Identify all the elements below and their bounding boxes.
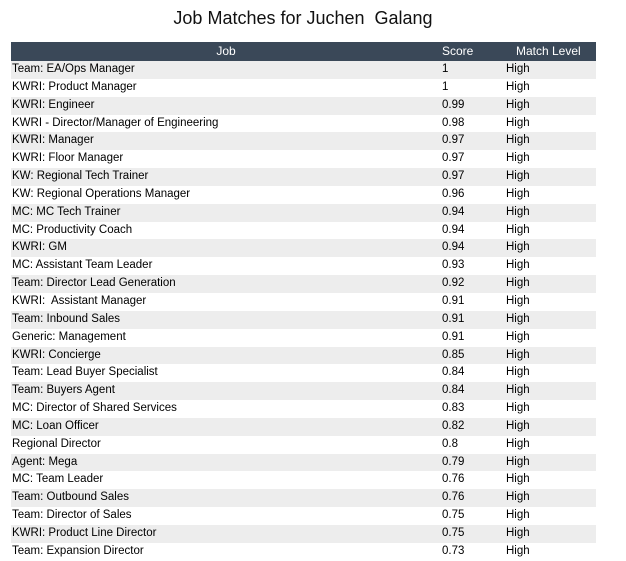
job-cell: KWRI: Concierge [12, 348, 101, 361]
match-level-cell: High [506, 241, 530, 254]
job-cell: MC: MC Tech Trainer [12, 205, 121, 218]
score-cell: 0.97 [442, 134, 465, 147]
table-row [11, 471, 596, 489]
table-row [11, 489, 596, 507]
score-cell: 0.96 [442, 187, 465, 200]
job-cell: MC: Loan Officer [12, 419, 99, 432]
score-cell: 0.91 [442, 294, 465, 307]
table-row [11, 222, 596, 240]
table-header-row [11, 42, 596, 61]
match-level-cell: High [506, 366, 530, 379]
match-level-cell: High [506, 98, 530, 111]
table-row [11, 507, 596, 525]
table-row [11, 97, 596, 115]
match-level-cell: High [506, 223, 530, 236]
score-cell: 0.99 [442, 98, 465, 111]
job-cell: Agent: Mega [12, 455, 78, 468]
job-cell: KWRI: Floor Manager [12, 152, 124, 165]
table-row [11, 79, 596, 97]
match-level-cell: High [506, 419, 530, 432]
match-level-cell: High [506, 384, 530, 397]
table-row [11, 400, 596, 418]
job-cell: Team: EA/Ops Manager [12, 63, 135, 75]
match-level-cell: High [506, 526, 530, 539]
match-level-cell: High [506, 187, 530, 200]
job-cell: KWRI - Director/Manager of Engineering [12, 116, 219, 129]
score-cell: 0.76 [442, 473, 465, 486]
match-level-cell: High [506, 330, 530, 343]
match-level-cell: High [506, 277, 530, 290]
column-header-job: Job [216, 44, 236, 58]
score-cell: 0.92 [442, 277, 465, 290]
column-header-match-level: Match Level [516, 44, 581, 58]
table-row [11, 364, 596, 382]
table-row [11, 257, 596, 275]
score-cell: 0.75 [442, 526, 465, 539]
table-body [11, 61, 596, 561]
table-row [11, 454, 596, 472]
table-row [11, 382, 596, 400]
match-level-cell: High [506, 544, 530, 557]
job-cell: Team: Inbound Sales [12, 312, 121, 325]
score-cell: 0.75 [442, 509, 465, 522]
table-row [11, 436, 596, 454]
score-cell: 0.73 [442, 544, 465, 557]
score-cell: 0.8 [442, 437, 458, 450]
score-cell: 0.91 [442, 312, 465, 325]
job-cell: Team: Lead Buyer Specialist [12, 366, 158, 379]
score-cell: 0.83 [442, 402, 465, 415]
match-level-cell: High [506, 134, 530, 147]
job-cell: KW: Regional Tech Trainer [12, 170, 149, 183]
job-cell: KWRI: Product Line Director [12, 526, 157, 539]
job-cell: KWRI: GM [12, 241, 67, 254]
job-cell: MC: Productivity Coach [12, 223, 133, 236]
job-cell: Team: Expansion Director [12, 544, 144, 557]
score-cell: 1 [442, 63, 449, 75]
match-level-cell: High [506, 473, 530, 486]
score-cell: 0.97 [442, 170, 465, 183]
match-level-cell: High [506, 205, 530, 218]
match-level-cell: High [506, 152, 530, 165]
match-level-cell: High [506, 80, 530, 93]
table-row [11, 115, 596, 133]
score-cell: 0.93 [442, 259, 465, 272]
score-cell: 0.82 [442, 419, 465, 432]
match-level-cell: High [506, 116, 530, 129]
match-level-cell: High [506, 491, 530, 504]
match-level-cell: High [506, 402, 530, 415]
score-cell: 0.94 [442, 241, 465, 254]
page-title: Job Matches for Juchen Galang [173, 8, 433, 28]
score-cell: 0.84 [442, 366, 465, 379]
score-cell: 0.94 [442, 205, 465, 218]
job-cell: Generic: Management [12, 330, 126, 343]
score-cell: 0.76 [442, 491, 465, 504]
match-level-cell: High [506, 259, 530, 272]
job-cell: KW: Regional Operations Manager [12, 187, 191, 200]
score-cell: 0.79 [442, 455, 465, 468]
column-header-score: Score [442, 44, 474, 58]
job-cell: KWRI: Manager [12, 134, 94, 147]
table-row [11, 525, 596, 543]
match-level-cell: High [506, 455, 530, 468]
job-cell: Team: Director of Sales [12, 509, 132, 522]
match-level-cell: High [506, 170, 530, 183]
job-cell: MC: Assistant Team Leader [12, 259, 153, 272]
table-row [11, 347, 596, 365]
score-cell: 0.97 [442, 152, 465, 165]
table-row [11, 186, 596, 204]
score-cell: 0.85 [442, 348, 465, 361]
job-cell: MC: Team Leader [12, 473, 104, 486]
table-row [11, 132, 596, 150]
job-matches-table [11, 42, 596, 561]
score-cell: 0.84 [442, 384, 465, 397]
table-row [11, 239, 596, 257]
score-cell: 0.91 [442, 330, 465, 343]
table-row [11, 311, 596, 329]
match-level-cell: High [506, 312, 530, 325]
match-level-cell: High [506, 294, 530, 307]
table-row [11, 61, 596, 79]
table-row [11, 150, 596, 168]
table-row [11, 275, 596, 293]
table-row [11, 418, 596, 436]
match-level-cell: High [506, 63, 530, 75]
job-cell: Team: Outbound Sales [12, 491, 129, 504]
score-cell: 0.94 [442, 223, 465, 236]
match-level-cell: High [506, 437, 530, 450]
job-cell: Team: Director Lead Generation [12, 277, 176, 290]
job-cell: KWRI: Assistant Manager [12, 294, 147, 307]
job-cell: MC: Director of Shared Services [12, 402, 177, 415]
table-row [11, 204, 596, 222]
job-cell: KWRI: Engineer [12, 98, 95, 111]
table-row [11, 168, 596, 186]
job-cell: Team: Buyers Agent [12, 384, 115, 397]
score-cell: 1 [442, 80, 449, 93]
match-level-cell: High [506, 348, 530, 361]
job-cell: KWRI: Product Manager [12, 80, 137, 93]
table-row [11, 293, 596, 311]
score-cell: 0.98 [442, 116, 465, 129]
match-level-cell: High [506, 509, 530, 522]
job-cell: Regional Director [12, 437, 101, 450]
table-header [11, 42, 596, 61]
table-row [11, 329, 596, 347]
